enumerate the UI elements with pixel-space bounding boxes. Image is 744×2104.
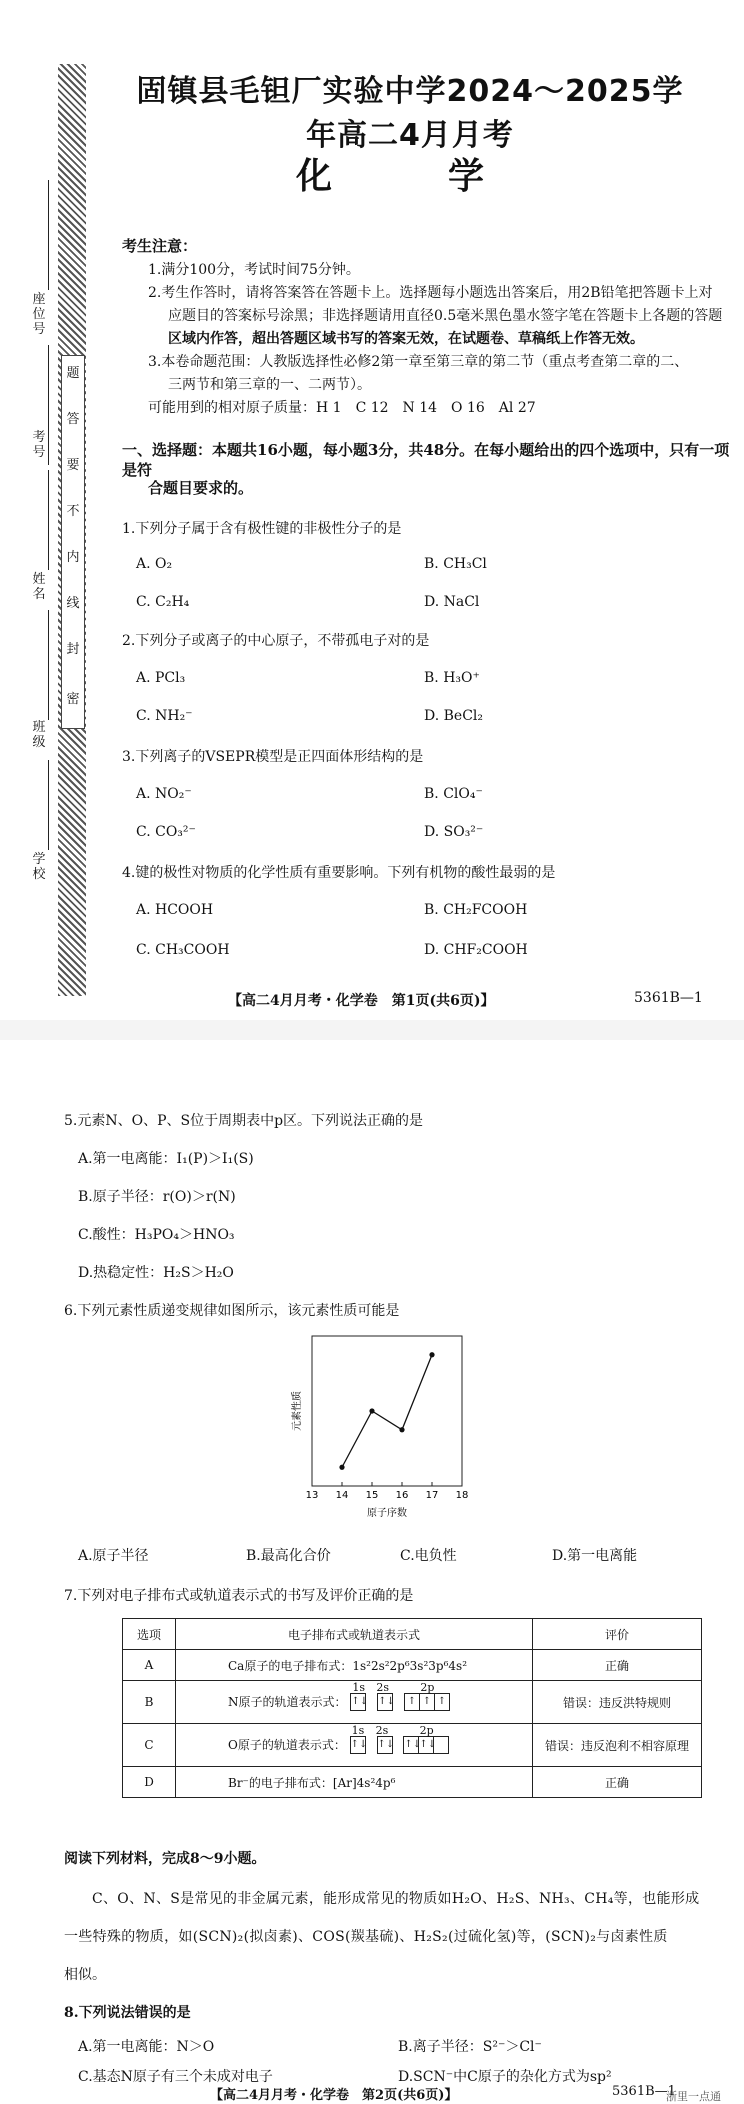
orbital-diagram-b xyxy=(350,1681,449,1711)
data-point xyxy=(339,1465,344,1470)
orbital-label: 2p xyxy=(419,1724,434,1738)
x-tick-label: 16 xyxy=(395,1490,409,1501)
q3-option-a[interactable]: A. NO₂⁻ xyxy=(136,786,192,802)
x-tick-label: 13 xyxy=(305,1490,319,1501)
q2-option-a[interactable]: A. PCl₃ xyxy=(136,670,186,686)
seal-box xyxy=(61,355,85,729)
name-line xyxy=(48,470,49,570)
q8-option-a[interactable]: A.第一电离能：N＞O xyxy=(78,2039,215,2055)
table-header-row xyxy=(123,1619,702,1650)
x-tick-label: 17 xyxy=(425,1490,439,1501)
reading-line: C、O、N、S是常见的非金属元素，能形成常见的物质如H₂O、H₂S、NH₃、CH₄等，也能形成 xyxy=(92,1891,700,1907)
seal-char: 要 xyxy=(66,458,80,473)
exam-title: 固镇县毛钽厂实验中学2024～2025学年高二4月月考 xyxy=(136,74,684,153)
q6-option-a[interactable]: A.原子半径 xyxy=(78,1548,149,1564)
chart-xlabel: 原子序数 xyxy=(367,1508,407,1519)
row-description: Br⁻的电子排布式：[Ar]4s²4p⁶ xyxy=(176,1767,533,1798)
property-chart xyxy=(290,1330,470,1520)
q4-option-a[interactable]: A. HCOOH xyxy=(136,902,214,918)
table-row xyxy=(123,1724,702,1767)
orbital-box: ↑ xyxy=(434,1693,450,1711)
exam-no-line xyxy=(48,345,49,465)
orbital-box: ↑↓ xyxy=(350,1736,366,1754)
page-2 xyxy=(0,1040,744,2104)
q8-stem: 8.下列说法错误的是 xyxy=(64,2005,191,2021)
seal-char: 封 xyxy=(66,642,80,657)
q5-option-c[interactable]: C.酸性：H₃PO₄＞HNO₃ xyxy=(78,1227,235,1243)
orbital-label: 2p xyxy=(420,1681,435,1695)
q2-option-b[interactable]: B. H₃O⁺ xyxy=(424,670,480,686)
orbital-label: 2s xyxy=(376,1681,389,1695)
seal-char: 线 xyxy=(66,596,80,611)
notice-line: 应题目的答案标号涂黑；非选择题请用直径0.5毫米黑色墨水签字笔在答题卡上各题的答题 xyxy=(168,308,723,324)
x-tick-label: 18 xyxy=(455,1490,469,1501)
data-point xyxy=(369,1408,374,1413)
table-header-cell: 评价 xyxy=(533,1619,702,1650)
q2-option-d[interactable]: D. BeCl₂ xyxy=(424,708,484,724)
table-header-cell: 电子排布式或轨道表示式 xyxy=(176,1619,533,1650)
q5-option-d[interactable]: D.热稳定性：H₂S＞H₂O xyxy=(78,1265,234,1281)
q1-option-b[interactable]: B. CH₃Cl xyxy=(424,556,487,572)
q1-option-d[interactable]: D. NaCl xyxy=(424,594,480,610)
table-row xyxy=(123,1681,702,1724)
row-description: Ca原子的电子排布式：1s²2s²2p⁶3s²3p⁶4s² xyxy=(176,1650,533,1681)
row-option: C xyxy=(123,1724,176,1767)
section1-heading-cont: 合题目要求的。 xyxy=(148,479,254,497)
chart-series-line xyxy=(342,1355,432,1468)
page2-footer: 【高二4月月考・化学卷 第2页(共6页)】 xyxy=(210,2088,458,2103)
q3-option-c[interactable]: C. CO₃²⁻ xyxy=(136,824,196,840)
table-row xyxy=(123,1767,702,1798)
orbital-label: 1s xyxy=(352,1681,365,1695)
class-line xyxy=(48,610,49,720)
orbital-box: ↑↓ xyxy=(377,1693,393,1711)
x-tick-label: 15 xyxy=(365,1490,379,1501)
notice-line: 1.满分100分，考试时间75分钟。 xyxy=(148,262,360,278)
seat-line xyxy=(48,180,49,290)
page-1 xyxy=(0,0,744,1020)
table-row xyxy=(123,1650,702,1681)
q8-option-c[interactable]: C.基态N原子有三个未成对电子 xyxy=(78,2069,273,2085)
orbital-diagram-c xyxy=(350,1724,449,1754)
q3-option-d[interactable]: D. SO₃²⁻ xyxy=(424,824,484,840)
notice-line: 3.本卷命题范围：人教版选择性必修2第一章至第三章的第二节（重点考查第二章的二、 xyxy=(148,354,689,370)
orbital-box: ↑↓ xyxy=(350,1693,366,1711)
q5-option-a[interactable]: A.第一电离能：I₁(P)＞I₁(S) xyxy=(78,1151,254,1167)
q3-option-b[interactable]: B. ClO₄⁻ xyxy=(424,786,483,802)
data-point xyxy=(399,1427,404,1432)
q6-option-c[interactable]: C.电负性 xyxy=(400,1548,457,1564)
page1-footer: 【高二4月月考・化学卷 第1页(共6页)】 xyxy=(228,993,495,1009)
notice-line: 2.考生作答时，请将答案答在答题卡上。选择题每小题选出答案后，用2B铅笔把答题卡上对 xyxy=(148,285,713,301)
orbital-box: ↑ xyxy=(404,1693,420,1711)
q4-stem: 4.键的极性对物质的化学性质有重要影响。下列有机物的酸性最弱的是 xyxy=(122,865,556,881)
q7-table xyxy=(122,1618,702,1798)
q4-option-b[interactable]: B. CH₂FCOOH xyxy=(424,902,528,918)
seal-char: 不 xyxy=(66,504,80,519)
data-point xyxy=(429,1352,434,1357)
class-label: 班级 xyxy=(32,720,46,750)
seat-label: 座位号 xyxy=(32,292,46,337)
reading-line: 一些特殊的物质，如(SCN)₂(拟卤素)、COS(羰基硫)、H₂S₂(过硫化氢)等，(SCN)₂与卤素性质 xyxy=(64,1929,668,1945)
seal-char: 答 xyxy=(66,412,80,427)
atomic-mass-line: 可能用到的相对原子质量：H 1 C 12 N 14 O 16 Al 27 xyxy=(148,400,536,416)
watermark: 浙里一点通 xyxy=(666,2090,721,2103)
q4-option-c[interactable]: C. CH₃COOH xyxy=(136,942,230,958)
row-option: D xyxy=(123,1767,176,1798)
table-header-cell: 选项 xyxy=(123,1619,176,1650)
orbital-box: ↑↓ xyxy=(403,1736,419,1754)
page1-code: 5361B—1 xyxy=(634,990,703,1006)
reading-line: 相似。 xyxy=(64,1967,106,1983)
q1-stem: 1.下列分子属于含有极性键的非极性分子的是 xyxy=(122,521,402,537)
row-option: B xyxy=(123,1681,176,1724)
q5-stem: 5.元素N、O、P、S位于周期表中p区。下列说法正确的是 xyxy=(64,1113,424,1129)
q8-option-b[interactable]: B.离子半径：S²⁻＞Cl⁻ xyxy=(398,2039,542,2055)
chart-ylabel: 元素性质 xyxy=(292,1391,303,1431)
orbital-box: ↑ xyxy=(419,1693,435,1711)
chart-plot-area xyxy=(312,1336,462,1486)
orbital-label: 2s xyxy=(375,1724,389,1738)
subject-title: 化 学 xyxy=(295,156,524,197)
q8-option-d[interactable]: D.SCN⁻中C原子的杂化方式为sp² xyxy=(398,2069,612,2085)
row-evaluation: 正确 xyxy=(533,1767,702,1798)
page2-code: 5361B—1 xyxy=(612,2084,676,2099)
orbital-box: ↑↓ xyxy=(418,1736,434,1754)
row-description: O原子的轨道表示式： xyxy=(228,1737,346,1752)
row-evaluation: 正确 xyxy=(533,1650,702,1681)
orbital-box: ↑↓ xyxy=(377,1736,393,1754)
school-label: 学校 xyxy=(32,852,46,882)
q2-option-c[interactable]: C. NH₂⁻ xyxy=(136,708,193,724)
orbital-box xyxy=(433,1736,449,1754)
q5-option-b[interactable]: B.原子半径：r(O)＞r(N) xyxy=(78,1189,236,1205)
seal-char: 题 xyxy=(66,366,80,381)
q1-option-a[interactable]: A. O₂ xyxy=(136,556,173,572)
seal-char: 密 xyxy=(66,692,80,707)
row-evaluation: 错误：违反泡利不相容原理 xyxy=(533,1724,702,1767)
row-description-cell xyxy=(176,1681,533,1724)
name-label: 姓名 xyxy=(32,572,46,602)
q6-option-b[interactable]: B.最高化合价 xyxy=(246,1548,331,1564)
row-evaluation: 错误：违反洪特规则 xyxy=(533,1681,702,1724)
row-description: N原子的轨道表示式： xyxy=(228,1694,347,1709)
exam-no-label: 考号 xyxy=(32,430,46,460)
q3-stem: 3.下列离子的VSEPR模型是正四面体形结构的是 xyxy=(122,749,424,765)
row-option: A xyxy=(123,1650,176,1681)
q7-stem: 7.下列对电子排布式或轨道表示式的书写及评价正确的是 xyxy=(64,1588,414,1604)
orbital-label: 1s xyxy=(351,1724,365,1738)
row-description-cell xyxy=(176,1724,533,1767)
section1-heading: 一、选择题：本题共16小题，每小题3分，共48分。在每小题给出的四个选项中，只有一项是符 xyxy=(122,441,730,479)
notice-line: 三两节和第三章的一、二两节）。 xyxy=(168,377,371,393)
notice-title: 考生注意： xyxy=(122,237,198,255)
q4-option-d[interactable]: D. CHF₂COOH xyxy=(424,942,528,958)
seal-char: 内 xyxy=(66,550,80,565)
x-tick-label: 14 xyxy=(335,1490,349,1501)
q6-stem: 6.下列元素性质递变规律如图所示，该元素性质可能是 xyxy=(64,1303,400,1319)
school-line xyxy=(48,760,49,850)
q1-option-c[interactable]: C. C₂H₄ xyxy=(136,594,190,610)
q2-stem: 2.下列分子或离子的中心原子，不带孤电子对的是 xyxy=(122,633,430,649)
q6-option-d[interactable]: D.第一电离能 xyxy=(552,1548,638,1564)
notice-line: 区域内作答，超出答题区域书写的答案无效，在试题卷、草稿纸上作答无效。 xyxy=(168,331,644,347)
reading-intro: 阅读下列材料，完成8～9小题。 xyxy=(64,1851,266,1867)
